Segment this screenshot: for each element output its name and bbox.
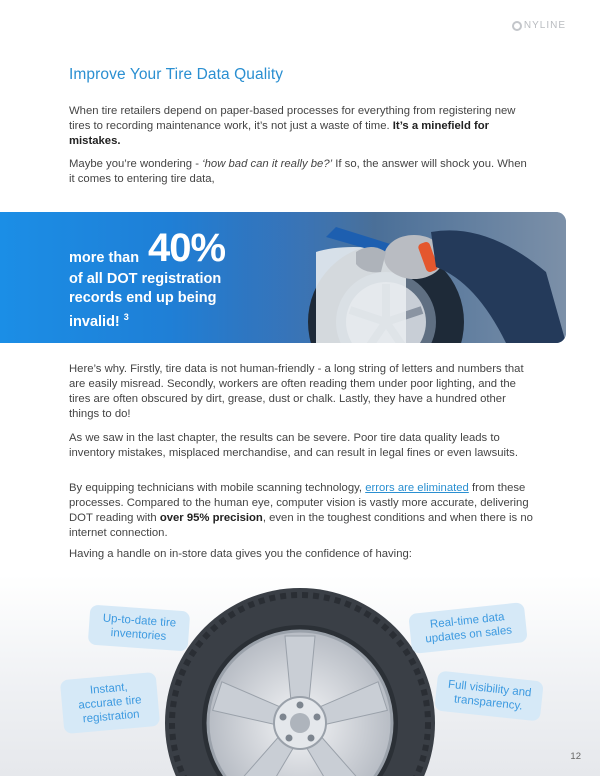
stat-description-text: of all DOT registration records end up being invalid! (69, 271, 222, 330)
paragraph-technology-pre: By equipping technicians with mobile scanning technology, (69, 482, 366, 494)
page-number: 12 (570, 751, 581, 762)
benefit-bubble-transparency: Full visibility and transparency. (434, 671, 544, 722)
footnote-marker: 3 (123, 312, 129, 322)
paragraph-intro-bold: It’s a minefield for mistakes. (69, 120, 490, 147)
logo-ring-icon (512, 21, 522, 31)
paragraph-why: Here’s why. Firstly, tire data is not human-friendly - a long string of letters and numbers that are easily misread. Secondly, workers are often reading them under poor lighting, and the tires are often obscured by dirt, grease, dust or chalk. Lastly, they have a hundred other things to do! (69, 363, 524, 420)
paragraph-technology-bold: over 95% precision (159, 512, 263, 524)
tire-illustration (165, 588, 435, 776)
paragraph-intro-text: When tire retailers depend on paper-based processes for everything from registering new tires to recording maintenance work, it’s not just a waste of time. (69, 105, 516, 132)
paragraph-question-pre: Maybe you’re wondering - (69, 158, 203, 170)
stat-percent: 40% (148, 226, 226, 270)
paragraph-question-post: If so, the answer will shock you. When it comes to entering tire data, (69, 158, 527, 185)
benefit-bubble-registration: Instant, accurate tire registration (60, 672, 160, 734)
section-title: Improve Your Tire Data Quality (69, 66, 284, 83)
errors-eliminated-link[interactable]: errors are eliminated (365, 482, 469, 494)
paragraph-technology-mid: from these processes. Compared to the human eye, computer vision is vastly more accurate, delivering DOT reading with (69, 482, 529, 524)
paragraph-technology-post: , even in the toughest conditions and when there is no internet connection. (69, 512, 533, 539)
logo-text: NYLINE (523, 20, 566, 31)
paragraph-confidence: Having a handle on in-store data gives you the confidence of having: (69, 548, 412, 560)
paragraph-technology (69, 481, 534, 541)
stat-description (69, 270, 269, 332)
paragraph-question-italic: ‘how bad can it really be?’ (202, 158, 333, 170)
paragraph-results: As we saw in the last chapter, the results can be severe. Poor tire data quality leads to inventory mistakes, misplaced merchandise, and can result in legal fines or even lawsuits. (69, 432, 518, 459)
stat-prefix: more than (69, 250, 140, 266)
paragraph-question (69, 157, 534, 187)
benefit-bubble-sales: Real-time data updates on sales (408, 602, 528, 654)
benefit-bubble-inventories: Up-to-date tire inventories (88, 605, 191, 652)
technician-tire-photo (246, 212, 566, 343)
nyline-logo (512, 20, 566, 31)
paragraph-intro (69, 104, 534, 149)
